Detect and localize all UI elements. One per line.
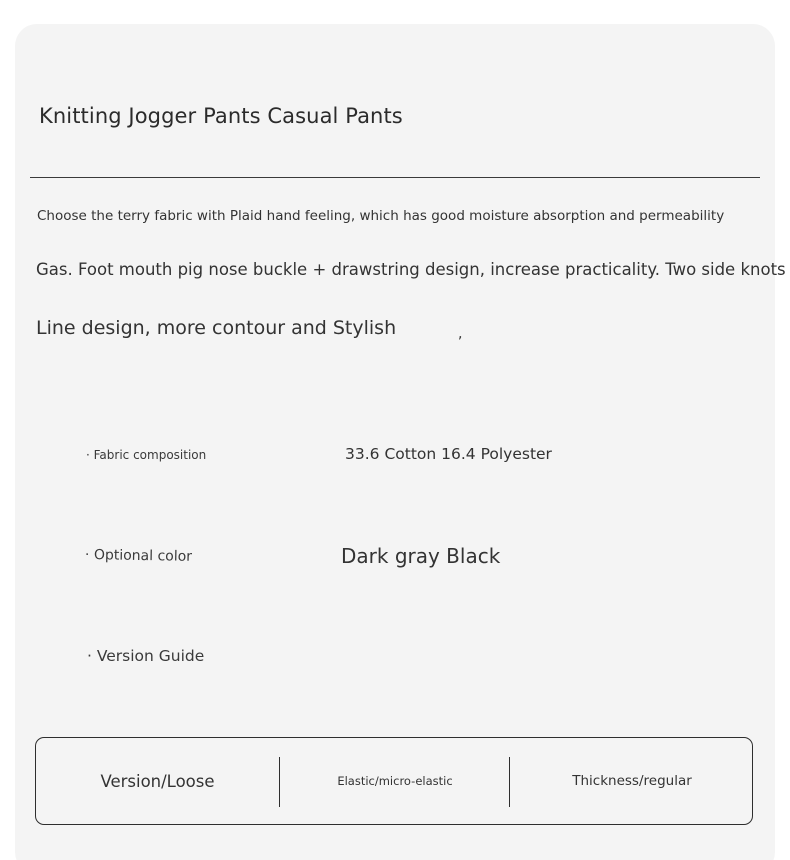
stray-comma: , [458,326,463,342]
version-guide-table [35,737,753,825]
elasticity-cell: Elastic/micro-elastic [337,774,453,788]
version-fit-cell: Version/Loose [100,771,215,791]
optional-color-value: Dark gray Black [341,544,501,568]
fabric-composition-value: 33.6 Cotton 16.4 Polyester [345,445,552,463]
product-info-card [15,24,775,860]
version-guide-label: · Version Guide [87,647,205,665]
description-line-1: Choose the terry fabric with Plaid hand feeling, which has good moisture absorption and permeability [37,208,725,224]
description-line-3: Line design, more contour and Stylish [36,317,397,339]
optional-color-label: · Optional color [84,547,193,565]
description-line-2: Gas. Foot mouth pig nose buckle + drawstring design, increase practicality. Two side knots [36,260,786,279]
title-divider [30,177,760,178]
thickness-cell: Thickness/regular [572,773,692,789]
fabric-composition-label: · Fabric composition [86,448,207,462]
product-title: Knitting Jogger Pants Casual Pants [39,104,403,128]
